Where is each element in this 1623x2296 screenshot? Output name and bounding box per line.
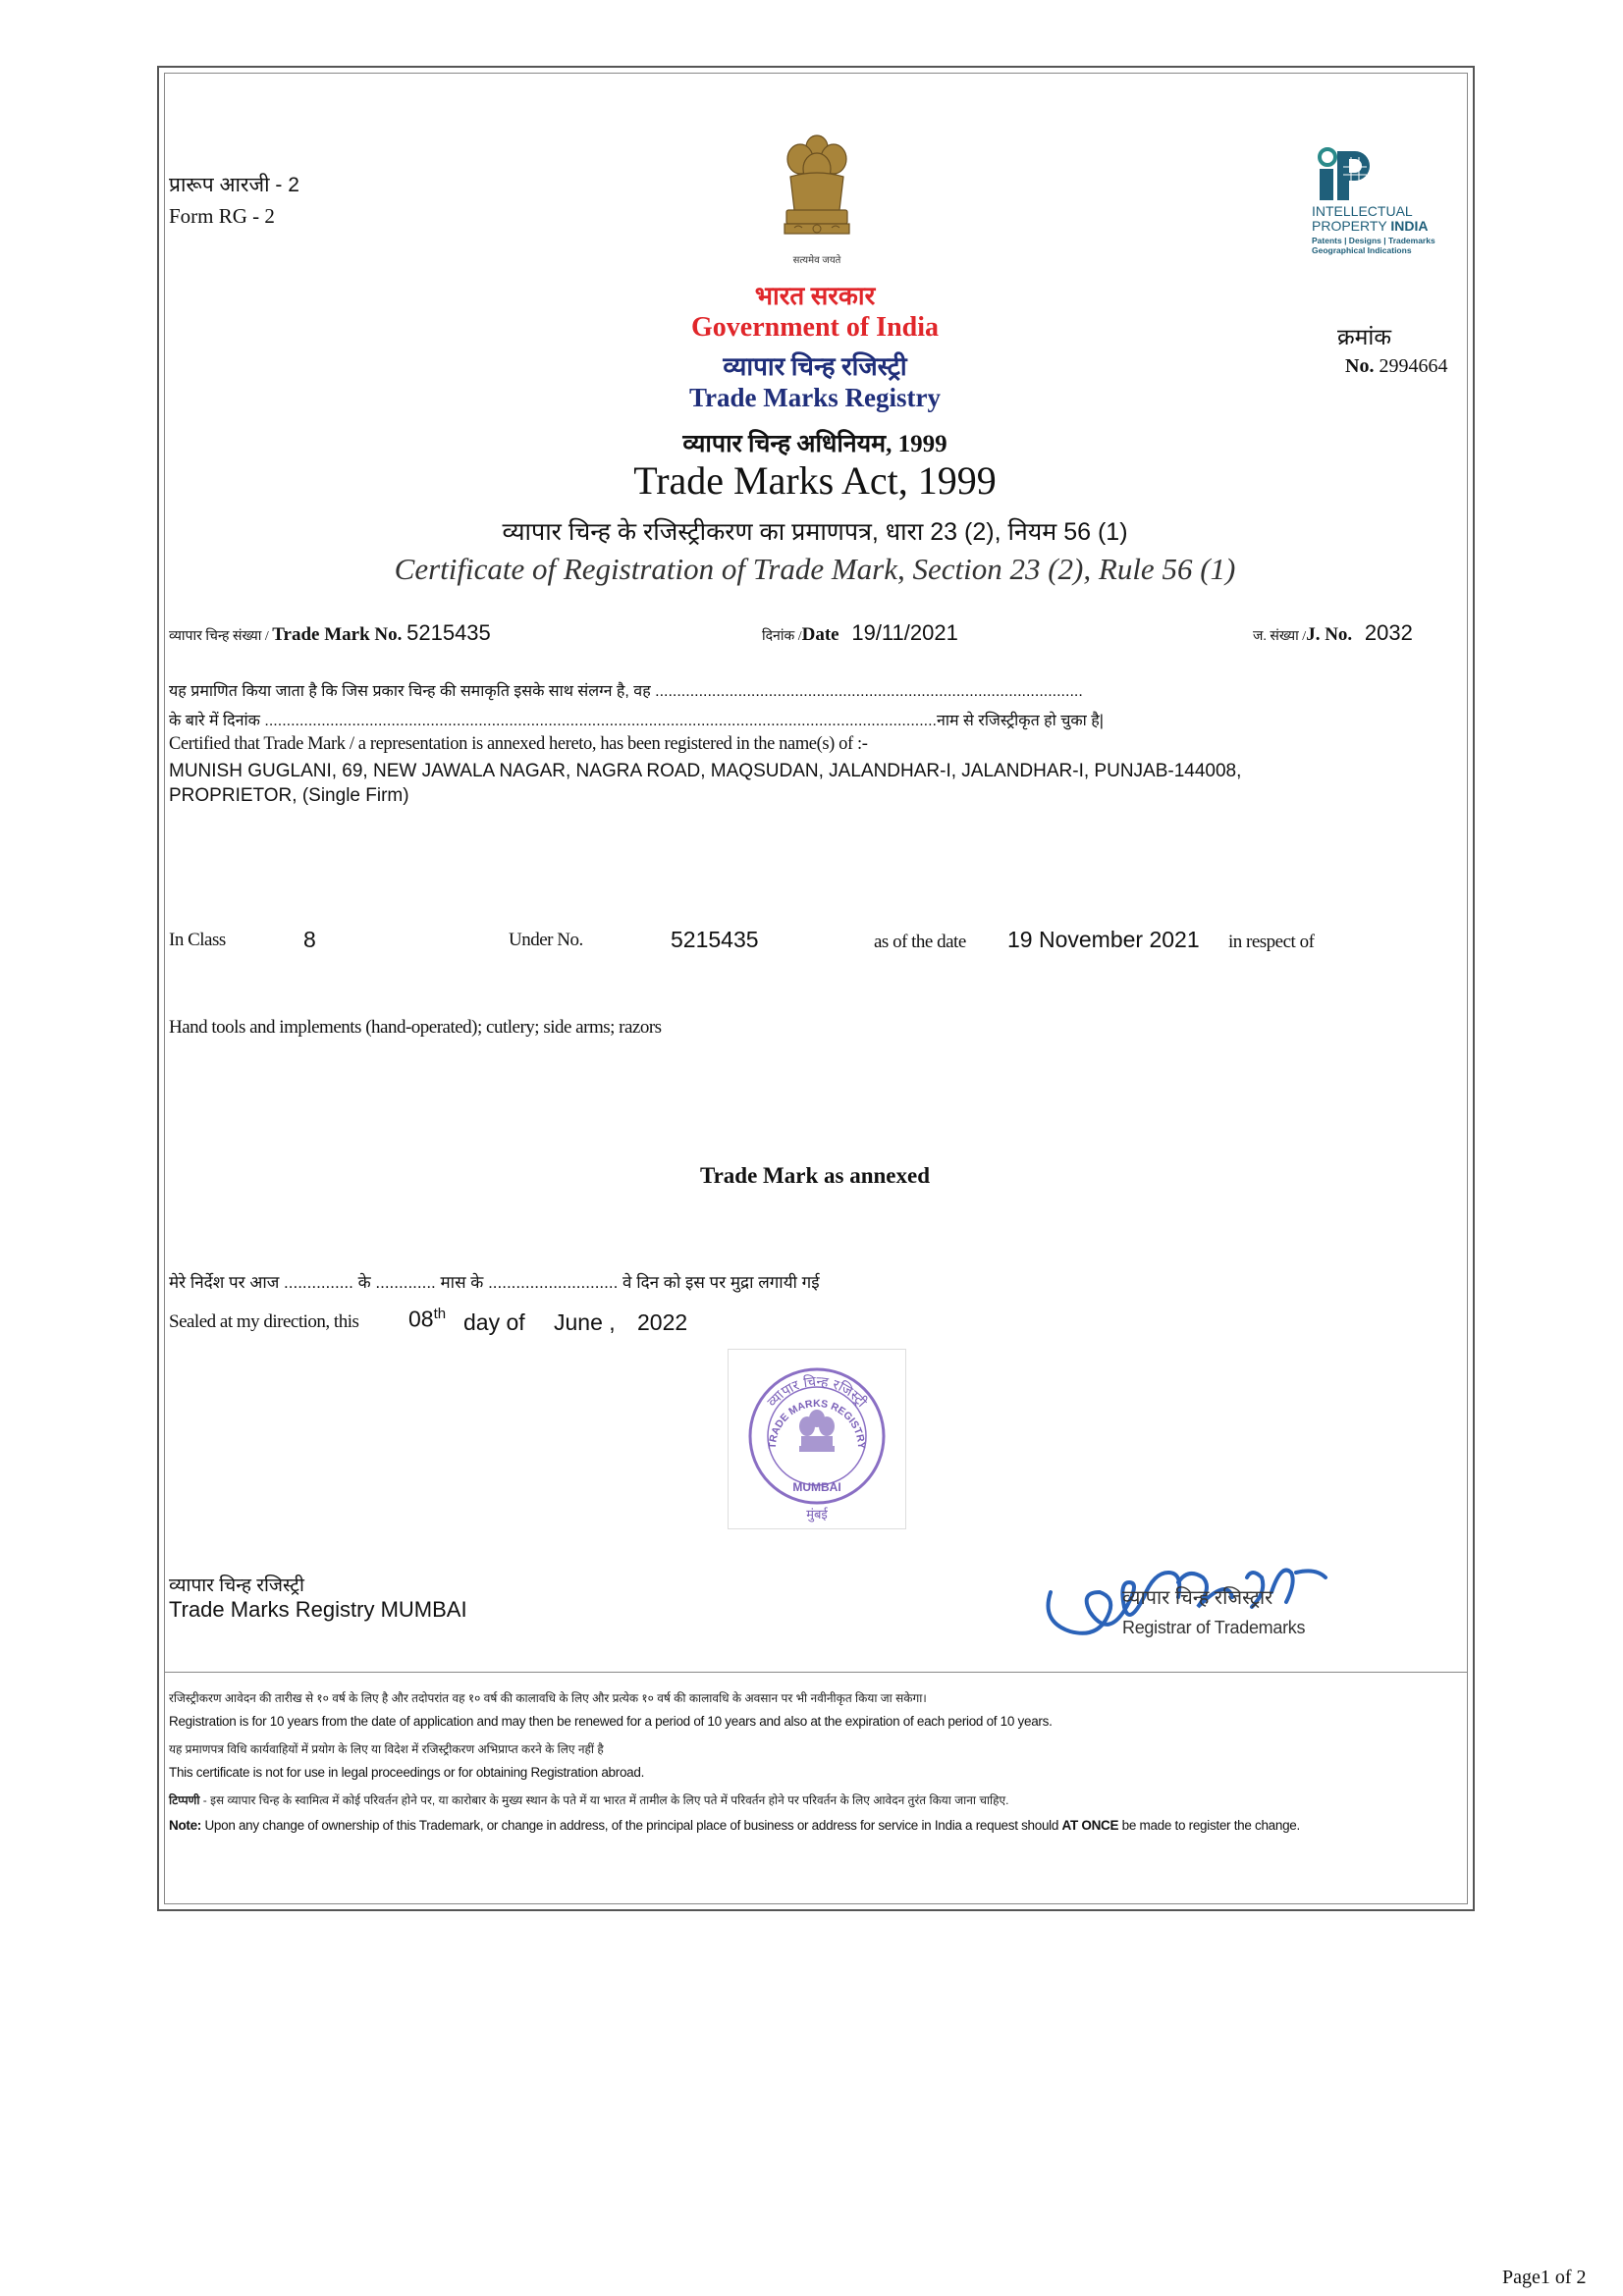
govt-title-hindi: भारत सरकार [754, 282, 876, 310]
proprietor-line2: PROPRIETOR, (Single Firm) [169, 785, 409, 806]
j-label: J. No. [1306, 624, 1353, 645]
under-no-value: 5215435 [671, 927, 759, 952]
certification-hindi-line1: यह प्रमाणित किया जाता है कि जिस प्रकार चिन्ह की समाकृति इसके साथ संलग्न है, वह .................................................................................................. [169, 683, 1083, 700]
svg-text:TRADE MARKS REGISTRY: TRADE MARKS REGISTRY [766, 1397, 868, 1450]
proprietor-line1: MUNISH GUGLANI, 69, NEW JAWALA NAGAR, NAGRA ROAD, MAQSUDAN, JALANDHAR-I, JALANDHAR-I, PUNJAB-144008, [169, 761, 1242, 781]
note-label-hindi: टिप्पणी [169, 1793, 200, 1807]
page-number: Page1 of 2 [1502, 2267, 1587, 2288]
certification-hindi-line2: के बारे में दिनांक ..........................................................................................................................................................नाम से रजिस्ट्रीकृत हो चुका है| [169, 713, 1104, 729]
registration-date [762, 620, 958, 646]
in-respect-of-label: in respect of [1228, 932, 1315, 952]
act-title-hindi: व्यापार चिन्ह अधिनियम, 1999 [682, 431, 947, 457]
class-value: 8 [303, 927, 316, 952]
j-value: 2032 [1364, 620, 1413, 645]
tm-label-hindi: व्यापार चिन्ह संख्या / [169, 629, 273, 644]
as-of-date-label: as of the date [874, 932, 966, 952]
note-text-a: Upon any change of ownership of this Trademark, or change in address, of the principal place of business or address for service in India a request should [201, 1818, 1062, 1833]
footnote-note-hindi [169, 1791, 1009, 1808]
certificate-title-english: Certificate of Registration of Trade Mark, Section 23 (2), Rule 56 (1) [394, 552, 1236, 586]
svg-text:MUMBAI: MUMBAI [792, 1480, 841, 1494]
govt-title-english: Government of India [691, 312, 939, 343]
tm-value: 5215435 [406, 620, 491, 645]
goods-description: Hand tools and implements (hand-operated); cutlery; side arms; razors [169, 1017, 662, 1038]
date-label-hindi: दिनांक / [762, 629, 802, 644]
footnote-usage-hindi: यह प्रमाणपत्र विधि कार्यवाहियों में प्रयोग के लिए या विदेश में रजिस्ट्रीकरण अभिप्राप्त करने के लिए नहीं है [169, 1742, 604, 1756]
footnote-note-english [169, 1818, 1300, 1833]
emblem-motto: सत्यमेव जयते [792, 255, 841, 266]
ip-logo-line3: Patents | Designs | Trademarks [1312, 236, 1435, 245]
serial-number [1345, 355, 1447, 378]
certification-english: Certified that Trade Mark / a representation is annexed hereto, has been registered in the name(s) of :- [169, 734, 868, 754]
registry-title-english: Trade Marks Registry [689, 383, 941, 412]
as-of-date-value: 19 November 2021 [1007, 927, 1200, 952]
journal-number [1253, 620, 1413, 646]
certificate-title-hindi: व्यापार चिन्ह के रजिस्ट्रीकरण का प्रमाणपत्र, धारा 23 (2), नियम 56 (1) [502, 518, 1128, 546]
ip-logo-line1: INTELLECTUAL [1312, 203, 1413, 219]
ip-logo-property: PROPERTY [1312, 218, 1391, 234]
tm-label: Trade Mark No. [272, 624, 403, 645]
sealed-year: 2022 [637, 1309, 688, 1335]
registry-title-hindi: व्यापार चिन्ह रजिस्ट्री [723, 352, 907, 381]
trade-mark-number [169, 620, 491, 646]
trade-mark-annexed: Trade Mark as annexed [699, 1163, 931, 1188]
footnote-validity-hindi: रजिस्ट्रीकरण आवेदन की तारीख से १० वर्ष के लिए है और तदोपरांत वह १० वर्ष की कालावधि के लिए और प्रत्येक १० वर्ष की कालावधि के अवसान पर भी नवीनीकृत किया जा सकेगा। [169, 1691, 927, 1705]
registry-name-hindi: व्यापार चिन्ह रजिस्ट्री [169, 1575, 304, 1596]
form-label-hindi: प्रारूप आरजी - 2 [169, 174, 299, 196]
note-text-hindi: - इस व्यापार चिन्ह के स्वामित्व में कोई परिवर्तन होने पर, या कारोबार के मुख्य स्थान के पते में या भारत में तामील के लिए पते में परिवर्तन होने पर परिवर्तन के लिए आवेदन तुरंत किया जाना चाहिए. [199, 1793, 1009, 1807]
serial-value: 2994664 [1379, 355, 1448, 377]
seal-icon [729, 1350, 905, 1528]
note-text-emphasis: AT ONCE [1061, 1818, 1119, 1833]
sealed-label: Sealed at my direction, this [169, 1311, 359, 1332]
registrar-title-hindi: व्यापार चिन्ह रजिस्ट्रार [1122, 1587, 1273, 1609]
registry-seal-stamp [728, 1349, 906, 1529]
footnote-validity-english: Registration is for 10 years from the date of application and may then be renewed for a period of 10 years and also at the expiration of each period of 10 years. [169, 1714, 1053, 1729]
ip-india-logo [1316, 147, 1375, 201]
note-label: Note: [169, 1818, 201, 1833]
date-value: 19/11/2021 [851, 620, 958, 645]
ip-logo-india: INDIA [1390, 218, 1429, 234]
serial-label: No. [1345, 355, 1375, 377]
registrar-title-english: Registrar of Trademarks [1122, 1618, 1306, 1637]
form-label-english: Form RG - 2 [169, 204, 275, 228]
sealed-line [169, 1311, 358, 1333]
sealed-day-suffix: th [433, 1306, 447, 1322]
sealed-hindi: मेरे निर्देश पर आज ............... के ............. मास के ............................ वे दिन को इस पर मुद्रा लगायी गई [169, 1273, 820, 1292]
note-text-c: be made to register the change. [1118, 1818, 1300, 1833]
svg-text:मुंबई: मुंबई [806, 1508, 828, 1522]
j-label-hindi: ज. संख्या / [1253, 629, 1307, 644]
ip-logo-line4: Geographical Indications [1312, 245, 1412, 255]
ip-logo-line2 [1312, 219, 1429, 234]
under-no-label: Under No. [509, 930, 583, 950]
sealed-day [408, 1306, 446, 1333]
emblem-icon [771, 130, 863, 267]
footnote-usage-english: This certificate is not for use in legal proceedings or for obtaining Registration abroad. [169, 1765, 645, 1780]
national-emblem [771, 130, 863, 267]
sealed-day-of: day of [463, 1309, 525, 1335]
footnote-divider [164, 1672, 1468, 1673]
class-label: In Class [169, 930, 226, 950]
date-label: Date [801, 624, 839, 645]
registry-name-english: Trade Marks Registry MUMBAI [169, 1597, 467, 1622]
ip-logo-icon [1316, 147, 1375, 201]
act-title-english: Trade Marks Act, 1999 [633, 458, 997, 503]
svg-text:व्यापार चिन्ह रजिस्ट्री: व्यापार चिन्ह रजिस्ट्री [764, 1373, 870, 1411]
serial-label-hindi: क्रमांक [1337, 324, 1392, 349]
sealed-day-value: 08 [408, 1306, 434, 1332]
sealed-month: June , [554, 1309, 616, 1335]
